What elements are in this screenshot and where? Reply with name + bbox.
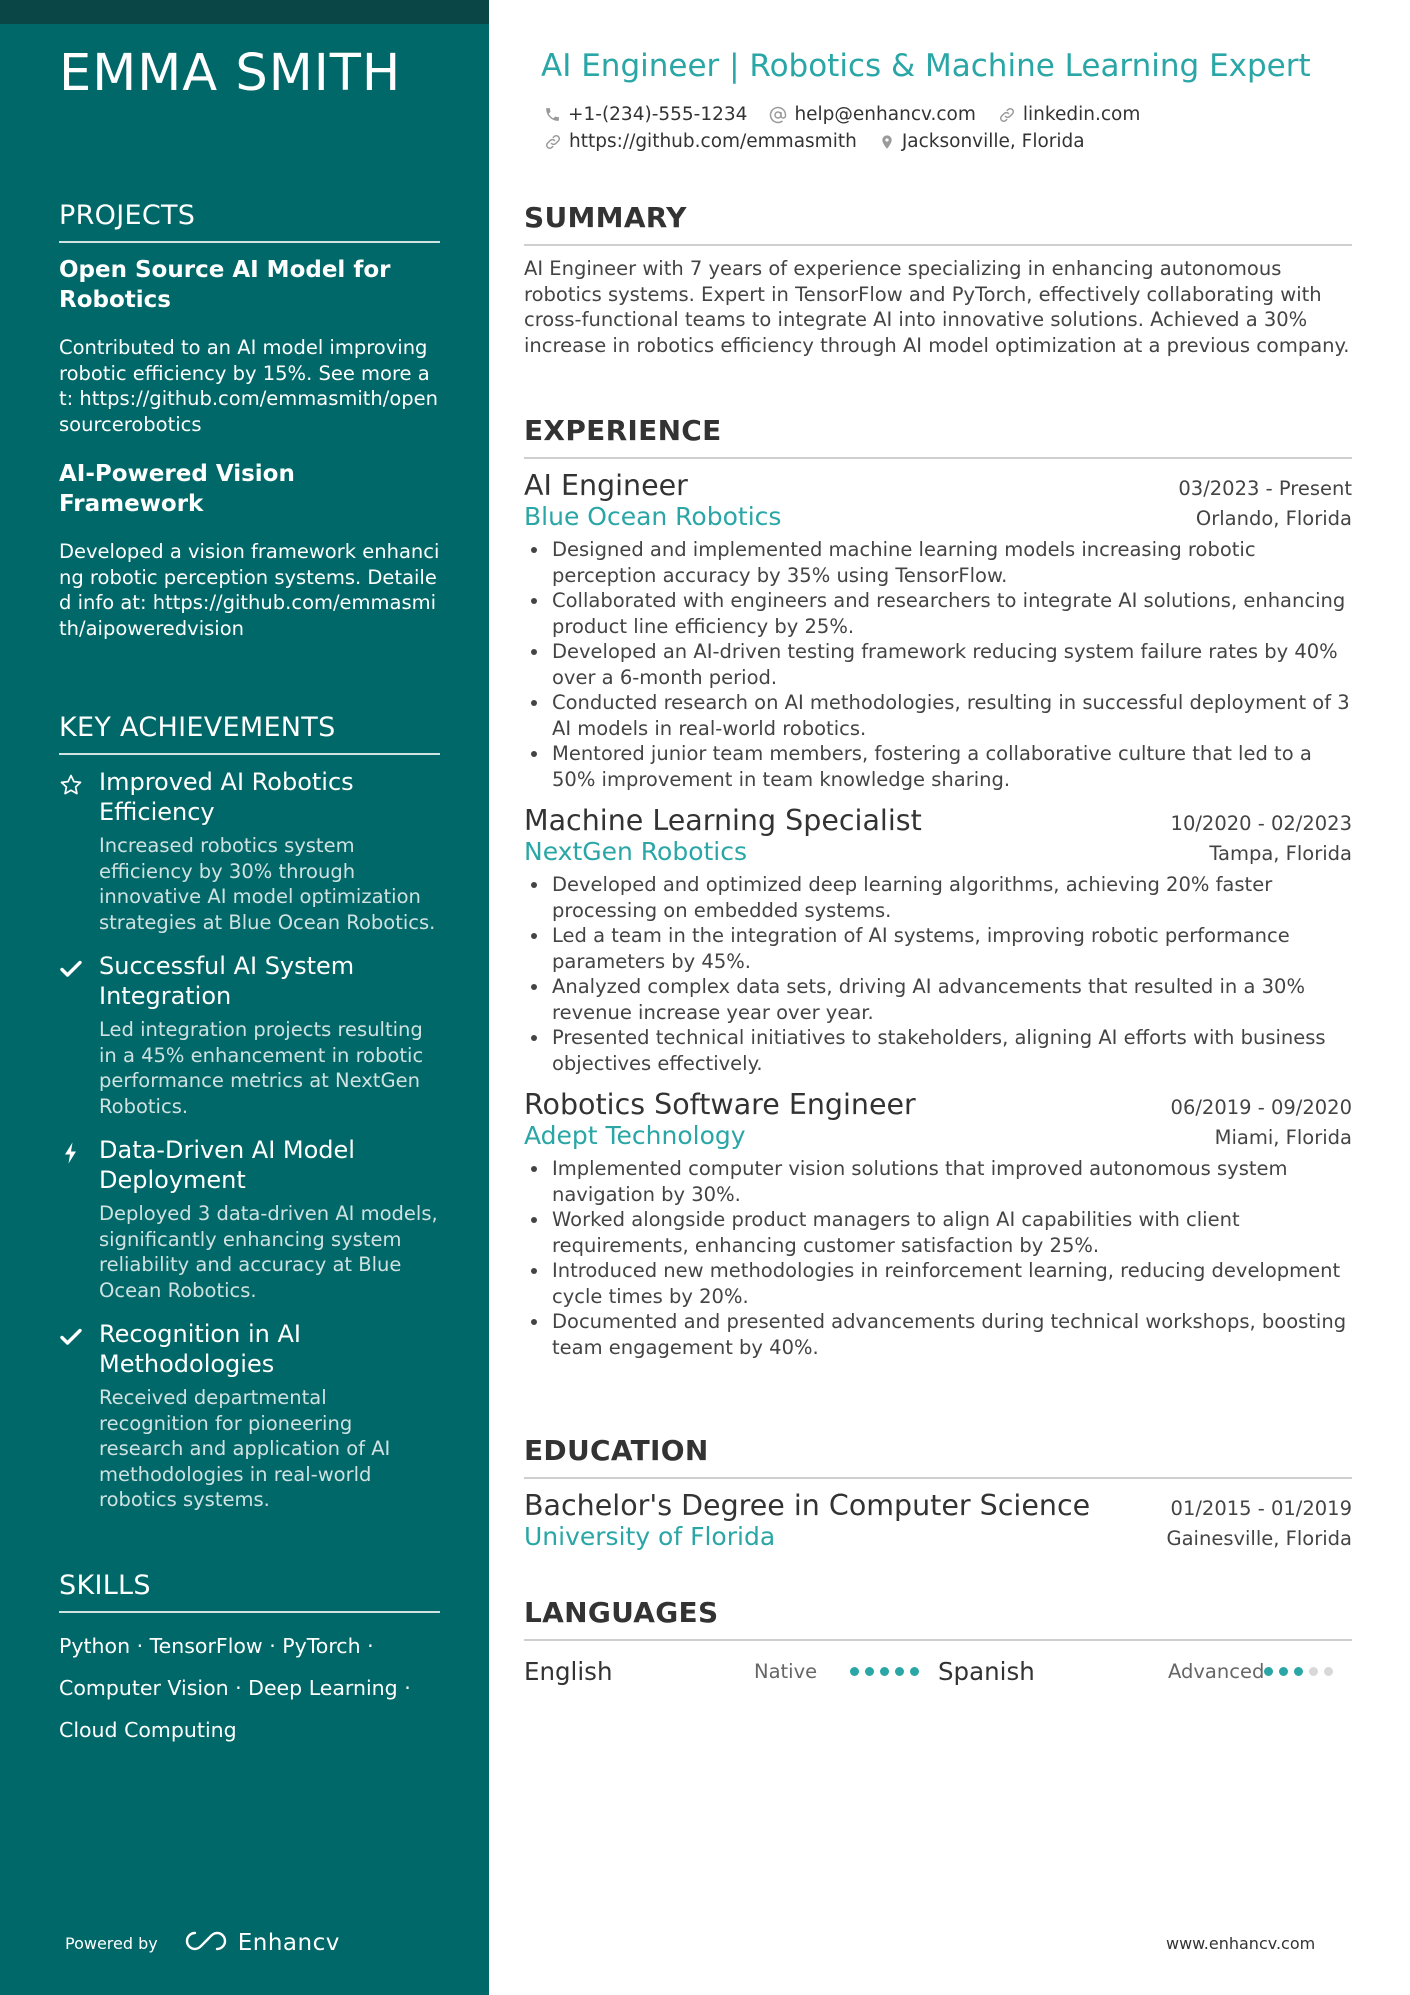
- bullet-item: Conducted research on AI methodologies, resulting in successful deployment of 3 AI models in real-world robotics.: [524, 690, 1352, 741]
- job-title: Robotics Software Engineer: [524, 1088, 916, 1121]
- job-dates: 10/2020 - 02/2023: [1170, 812, 1352, 835]
- language-name: English: [524, 1656, 613, 1686]
- contact-location: [879, 131, 1085, 152]
- skills-line: Computer Vision · Deep Learning ·: [59, 1676, 411, 1700]
- proficiency-dot-empty: [1324, 1667, 1333, 1676]
- achievement-item: [59, 1135, 440, 1303]
- contact-github[interactable]: [544, 131, 857, 152]
- bullet-item: Collaborated with engineers and researchers to integrate AI solutions, enhancing product line efficiency by 25%.: [524, 588, 1352, 639]
- job-bullets: [524, 537, 1352, 792]
- education-heading: EDUCATION: [524, 1434, 1352, 1479]
- proficiency-dot-filled: [1279, 1667, 1288, 1676]
- job-company: NextGen Robotics: [524, 837, 748, 866]
- achievements-section: [59, 712, 440, 1513]
- proficiency-dot-filled: [895, 1667, 904, 1676]
- summary-text: AI Engineer with 7 years of experience specializing in enhancing autonomous robotics systems. Expert in TensorFlow and PyTorch, effectively collaborating with cross-functional teams to integrate AI into innovative solutions. Achieved a 30% increase in robotics efficiency through AI model optimization at a previous company.: [524, 257, 1350, 357]
- achievement-title: Data-Driven AI Model Deployment: [99, 1136, 355, 1194]
- check-icon: [59, 951, 99, 1119]
- achievement-description: Increased robotics system efficiency by 30% through innovative AI model optimization strategies at Blue Ocean Robotics.: [99, 834, 436, 934]
- proficiency-dot-filled: [865, 1667, 874, 1676]
- bullet-item: Documented and presented advancements during technical workshops, boosting team engagement by 40%.: [524, 1309, 1352, 1360]
- contact-phone: [544, 104, 747, 125]
- project-title: Open Source AI Model for Robotics: [59, 257, 391, 313]
- job-dates: 06/2019 - 09/2020: [1170, 1096, 1352, 1119]
- languages-heading: LANGUAGES: [524, 1596, 1352, 1641]
- language-item: [524, 1657, 938, 1686]
- achievement-title: Successful AI System Integration: [99, 952, 355, 1010]
- bullet-item: Developed and optimized deep learning algorithms, achieving 20% faster processing on embedded systems.: [524, 872, 1352, 923]
- education-section: [524, 1434, 1352, 1551]
- email-text[interactable]: help@enhancv.com: [794, 104, 976, 125]
- projects-section: [59, 200, 440, 641]
- language-proficiency-dots: [1264, 1667, 1339, 1676]
- project-description: Contributed to an AI model improving robotic efficiency by 15%. See more at: https://github.com/emmasmith/opensourcerobotics: [59, 336, 439, 436]
- at-icon: [769, 106, 787, 124]
- contact-email[interactable]: [769, 104, 975, 125]
- achievement-title: Improved AI Robotics Efficiency: [99, 768, 354, 826]
- job-bullets: [524, 872, 1352, 1076]
- star-icon: [59, 767, 99, 935]
- school-name: University of Florida: [524, 1522, 776, 1551]
- sidebar-top-bar: [0, 0, 489, 24]
- job-bullets: [524, 1156, 1352, 1360]
- proficiency-dot-filled: [910, 1667, 919, 1676]
- job-dates: 03/2023 - Present: [1178, 477, 1352, 500]
- experience-heading: EXPERIENCE: [524, 414, 1352, 459]
- languages-row: [524, 1651, 1352, 1691]
- bullet-item: Developed an AI-driven testing framework reducing system failure rates by 40% over a 6-month period.: [524, 639, 1352, 690]
- powered-by: [65, 1930, 340, 1956]
- degree-title: Bachelor's Degree in Computer Science: [524, 1489, 1091, 1522]
- proficiency-dot-filled: [1294, 1667, 1303, 1676]
- job-entry: [524, 469, 1352, 792]
- education-dates: 01/2015 - 01/2019: [1170, 1497, 1352, 1520]
- phone-icon: [544, 106, 561, 123]
- footer-url[interactable]: www.enhancv.com: [1166, 1934, 1316, 1953]
- language-name: Spanish: [938, 1656, 1035, 1686]
- projects-heading: PROJECTS: [59, 200, 440, 243]
- achievement-description: Led integration projects resulting in a 45% enhancement in robotic performance metrics at NextGen Robotics.: [99, 1018, 424, 1118]
- bullet-item: Analyzed complex data sets, driving AI advancements that resulted in a 30% revenue increase year over year.: [524, 974, 1352, 1025]
- powered-by-label: Powered by: [65, 1933, 158, 1953]
- experience-section: [524, 414, 1352, 1360]
- check-icon: [59, 1319, 99, 1513]
- job-location: Miami, Florida: [1214, 1126, 1352, 1149]
- achievement-description: Received departmental recognition for pioneering research and application of AI methodologies in real-world robotics systems.: [99, 1386, 391, 1511]
- candidate-name: EMMA SMITH: [59, 44, 402, 103]
- job-company: Adept Technology: [524, 1121, 746, 1150]
- contact-info: [544, 101, 1162, 155]
- job-title: AI Engineer: [524, 469, 688, 502]
- contact-linkedin[interactable]: [998, 104, 1140, 125]
- languages-section: [524, 1596, 1352, 1691]
- skills-line: Python · TensorFlow · PyTorch ·: [59, 1634, 374, 1658]
- achievement-item: [59, 767, 440, 935]
- language-level: Native: [754, 1659, 818, 1683]
- achievement-item: [59, 951, 440, 1119]
- job-entry: [524, 804, 1352, 1076]
- bullet-item: Presented technical initiatives to stakeholders, aligning AI efforts with business objectives effectively.: [524, 1025, 1352, 1076]
- job-location: Orlando, Florida: [1195, 507, 1352, 530]
- proficiency-dot-filled: [850, 1667, 859, 1676]
- bullet-item: Introduced new methodologies in reinforcement learning, reducing development cycle times by 20%.: [524, 1258, 1352, 1309]
- project-title: AI-Powered Vision Framework: [59, 461, 295, 517]
- bullet-item: Implemented computer vision solutions that improved autonomous system navigation by 30%.: [524, 1156, 1352, 1207]
- bullet-item: Designed and implemented machine learning models increasing robotic perception accuracy by 35% using TensorFlow.: [524, 537, 1352, 588]
- link-icon: [544, 133, 562, 151]
- achievements-heading: KEY ACHIEVEMENTS: [59, 712, 440, 755]
- sidebar: [0, 0, 489, 1995]
- bolt-icon: [59, 1135, 99, 1303]
- github-text[interactable]: https://github.com/emmasmith: [569, 131, 857, 152]
- skills-heading: SKILLS: [59, 1570, 440, 1613]
- job-entry: [524, 1088, 1352, 1360]
- achievement-description: Deployed 3 data-driven AI models, significantly enhancing system reliability and accuracy at Blue Ocean Robotics.: [99, 1202, 438, 1302]
- enhancv-brand: Enhancv: [237, 1930, 340, 1956]
- skills-section: [59, 1570, 440, 1751]
- job-location: Tampa, Florida: [1209, 842, 1352, 865]
- linkedin-text[interactable]: linkedin.com: [1022, 104, 1141, 125]
- project-item: [59, 255, 440, 437]
- education-location: Gainesville, Florida: [1166, 1527, 1352, 1550]
- enhancv-logo-icon: [184, 1930, 228, 1956]
- proficiency-dot-empty: [1309, 1667, 1318, 1676]
- job-company: Blue Ocean Robotics: [524, 502, 782, 531]
- proficiency-dot-filled: [1264, 1667, 1273, 1676]
- location-pin-icon: [879, 133, 895, 151]
- headline: AI Engineer | Robotics & Machine Learning Expert: [541, 48, 1311, 84]
- bullet-item: Led a team in the integration of AI systems, improving robotic performance parameters by 45%.: [524, 923, 1352, 974]
- language-proficiency-dots: [850, 1667, 925, 1676]
- proficiency-dot-filled: [880, 1667, 889, 1676]
- achievement-item: [59, 1319, 440, 1513]
- project-description: Developed a vision framework enhancing robotic perception systems. Detailed info at: https://github.com/emmasmith/aipoweredvision: [59, 540, 440, 640]
- language-level: Advanced: [1168, 1659, 1265, 1683]
- language-item: [938, 1657, 1352, 1686]
- bullet-item: Worked alongside product managers to align AI capabilities with client requirements, enhancing customer satisfaction by 25%.: [524, 1207, 1352, 1258]
- summary-heading: SUMMARY: [524, 201, 1352, 246]
- skills-line: Cloud Computing: [59, 1718, 237, 1742]
- summary-section: [524, 201, 1352, 358]
- location-text: Jacksonville, Florida: [901, 131, 1085, 152]
- link-icon: [998, 106, 1016, 124]
- achievement-title: Recognition in AI Methodologies: [99, 1320, 301, 1378]
- bullet-item: Mentored junior team members, fostering a collaborative culture that led to a 50% improvement in team knowledge sharing.: [524, 741, 1352, 792]
- project-item: [59, 459, 440, 641]
- phone-text: +1-(234)-555-1234: [568, 104, 748, 125]
- job-title: Machine Learning Specialist: [524, 804, 922, 837]
